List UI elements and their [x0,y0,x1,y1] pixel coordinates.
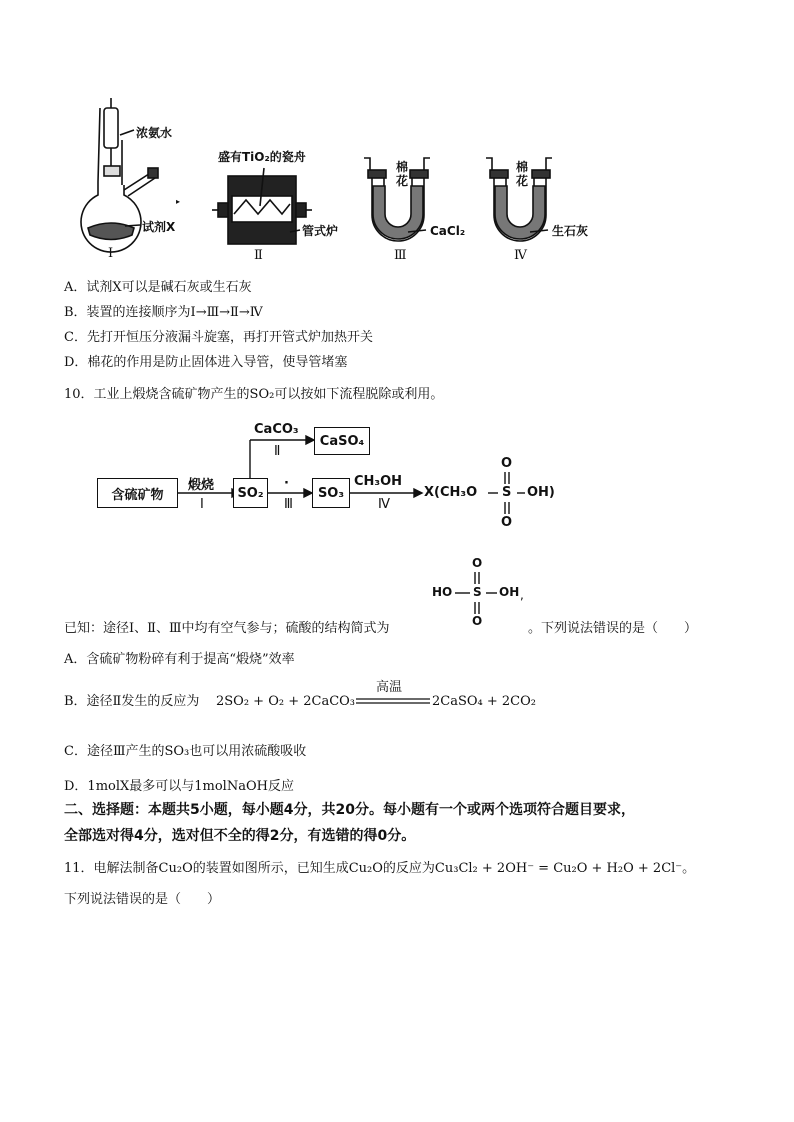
label-cotton-iii: 棉花 [396,160,409,188]
q9-option-d: D．棉花的作用是防止固体进入导管，使导管堵塞 [64,355,348,370]
numeral-iv: Ⅳ [514,248,527,263]
q10-option-b-prefix: B．途径Ⅱ发生的反应为 [64,694,200,709]
flow-step1-top: 煅烧 [188,478,215,493]
q11-line2: 下列说法错误的是（ ） [64,892,221,907]
flow-o-bottom: O [501,515,513,530]
flow-product-suffix: OH) [527,485,555,500]
apparatus-ii-drawing [212,168,312,244]
q10-option-b-rhs: 2CaSO₄ + 2CO₂ [432,694,536,709]
flow-s: S [502,485,512,500]
q10-option-b-lhs: 2SO₂ + O₂ + 2CaCO₃ [216,694,356,709]
label-reagent-x: 试剂X [142,220,176,234]
q11-line1: 11．电解法制备Cu₂O的装置如图所示，已知生成Cu₂O的反应为Cu₃Cl₂ + 2OH⁻ = Cu₂O + H₂O + 2Cl⁻。 [64,861,696,876]
q10-stem: 10．工业上煅烧含硫矿物产生的SO₂可以按如下流程脱除或利用。 [64,387,444,402]
q9-option-a: A．试剂X可以是碱石灰或生石灰 [64,280,252,295]
q10-option-c: C．途径Ⅲ产生的SO₃也可以用浓硫酸吸收 [64,744,307,759]
label-cacl2: CaCl₂ [430,224,466,238]
flow-caco3: CaCO₃ [254,422,299,437]
flow-dot: · [284,476,289,491]
q9-option-c: C．先打开恒压分液漏斗旋塞，再打开管式炉加热开关 [64,330,373,345]
q10-option-a: A．含硫矿物粉碎有利于提高“煅烧”效率 [64,652,295,667]
q9-option-b: B．装置的连接顺序为Ⅰ→Ⅲ→Ⅱ→Ⅳ [64,305,263,320]
flow-box-so3: SO₃ [312,478,350,508]
label-boat: 盛有TiO₂的瓷舟 [218,150,306,164]
apparatus-figure [0,0,794,270]
q10-known-b: 。下列说法错误的是（ ） [528,621,698,636]
section2-line1: 二、选择题：本题共5小题，每小题4分，共20分。每小题有一个或两个选项符合题目要求， [64,802,635,818]
sulfuric-s: S [473,585,482,599]
numeral-iii: Ⅲ [394,248,407,263]
numeral-i: Ⅰ [108,246,114,261]
q10-option-d: D．1molX最多可以与1molNaOH反应 [64,779,294,794]
section2-line2: 全部选对得4分，选对但不全的得2分，有选错的得0分。 [64,828,416,844]
sulfuric-ho: HO [432,585,453,599]
flow-ch3oh: CH₃OH [354,474,403,489]
label-quicklime: 生石灰 [552,224,589,238]
flow-box-so2: SO₂ [233,478,268,508]
flow-step3: Ⅲ [284,497,293,512]
flow-step4: Ⅳ [378,497,390,512]
q10-known-a: 已知：途径Ⅰ、Ⅱ、Ⅲ中均有空气参与；硫酸的结构简式为 [64,621,390,636]
sulfuric-comma: , [520,588,524,602]
flow-o-top: O [501,456,513,471]
label-ammonia: 浓氨水 [136,126,173,140]
sulfuric-o-top: O [472,556,483,570]
flow-step2: Ⅱ [274,444,281,459]
flow-box-caso4: CaSO₄ [314,427,370,455]
label-furnace: 管式炉 [302,224,339,238]
sulfuric-oh: OH [499,585,520,599]
numeral-ii: Ⅱ [254,248,263,263]
sulfuric-o-bottom: O [472,614,483,628]
flow-box-start: 含硫矿物 [97,478,178,508]
equals-sign [356,698,432,706]
label-cotton-iv: 棉花 [516,160,529,188]
flow-product-prefix: X(CH₃O [424,485,478,500]
q10-option-b-condition: 高温 [376,680,403,695]
flow-step1-bottom: Ⅰ [200,497,204,512]
svg-text:▸: ▸ [176,197,181,206]
